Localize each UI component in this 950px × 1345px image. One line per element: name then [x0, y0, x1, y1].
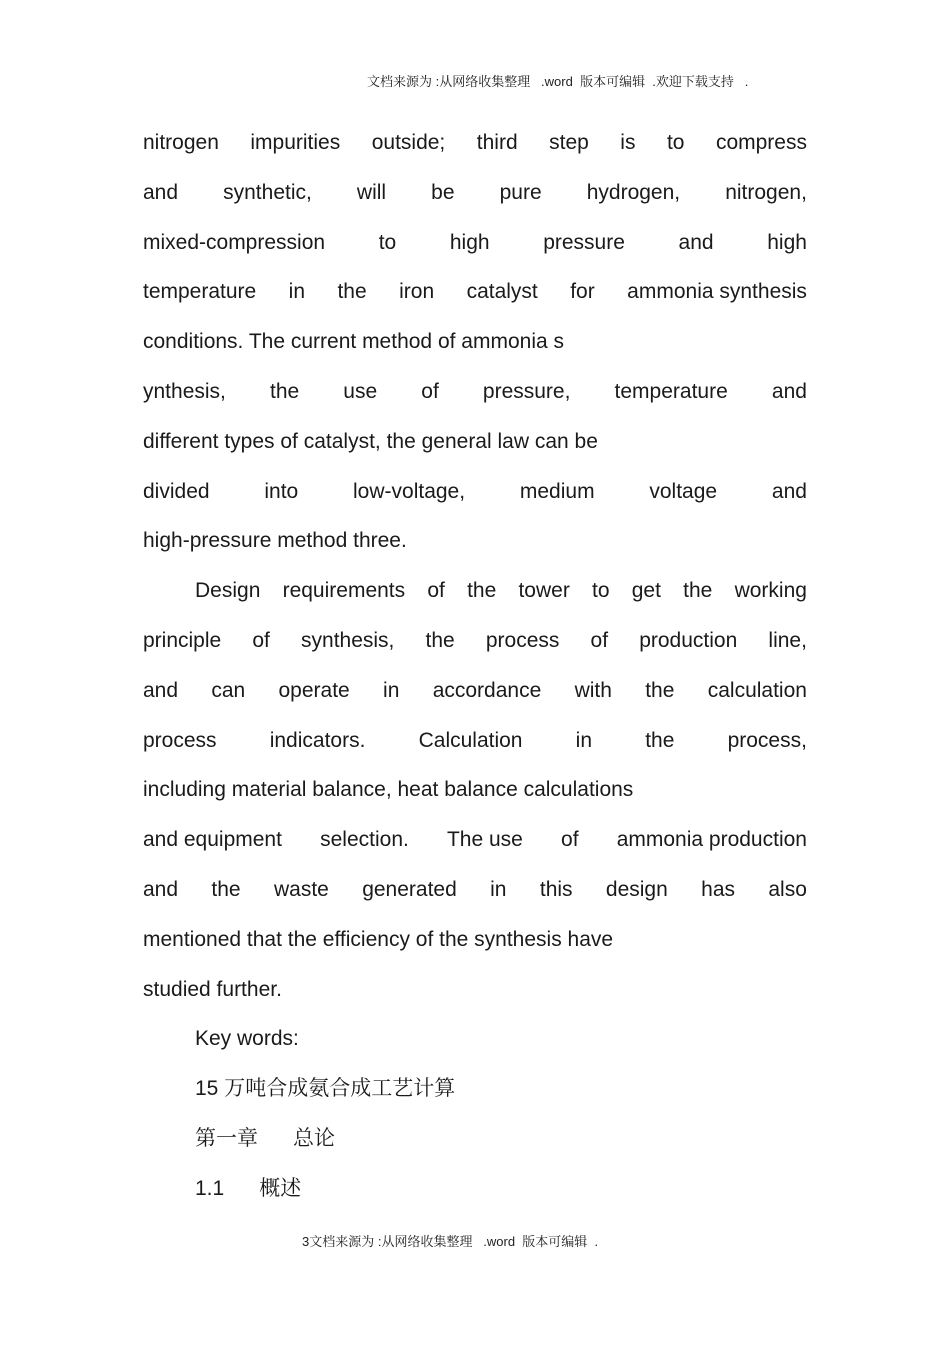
word: and	[678, 230, 714, 254]
word: indicators.	[269, 728, 366, 752]
text-line	[143, 516, 807, 566]
word: mixed-compression	[143, 230, 326, 254]
text-line	[143, 965, 807, 1015]
word: with	[574, 678, 612, 702]
word: process,	[727, 728, 807, 752]
page-header: 文档来源为 :从网络收集整理 .word 版本可编辑 .欢迎下载支持 .	[367, 74, 749, 89]
text-line	[143, 118, 807, 168]
word: synthesis,	[301, 628, 395, 652]
word: high	[767, 230, 807, 254]
word: the	[467, 579, 497, 603]
line-text: different types of catalyst, the general law can be	[143, 429, 598, 453]
word: tower	[518, 579, 570, 603]
word: The use	[446, 828, 523, 852]
word: the	[645, 678, 675, 702]
word: nitrogen	[143, 131, 219, 154]
word: low-voltage,	[353, 479, 466, 503]
line-text: studied further.	[143, 977, 282, 1001]
word: generated	[362, 877, 457, 901]
word: to	[592, 579, 610, 603]
text-line	[143, 666, 807, 716]
word: step	[549, 131, 589, 154]
text-line	[143, 267, 807, 317]
word: be	[431, 180, 455, 204]
word: and	[143, 180, 179, 204]
word: of	[421, 379, 439, 403]
word: Calculation	[418, 728, 523, 752]
word: of	[590, 628, 609, 652]
word: nitrogen,	[725, 180, 807, 204]
word: design	[605, 877, 668, 901]
word: into	[264, 479, 299, 503]
text-line	[143, 716, 807, 766]
line-text: including material balance, heat balance calculations	[143, 778, 634, 802]
word: in	[288, 280, 306, 304]
word: the	[425, 628, 455, 652]
word: iron	[399, 280, 435, 304]
text-line	[143, 616, 807, 666]
text-line	[143, 417, 807, 467]
word: of	[561, 828, 579, 852]
word: and equipment	[143, 828, 282, 852]
word: operate	[278, 678, 350, 702]
word: temperature	[614, 379, 728, 403]
word: to	[378, 230, 397, 254]
word: the	[645, 728, 675, 752]
word: third	[476, 131, 518, 154]
word: outside;	[371, 131, 446, 154]
word: process	[485, 628, 560, 652]
word: of	[427, 579, 445, 603]
word: voltage	[649, 479, 718, 503]
word: principle	[143, 628, 222, 652]
word: and	[143, 877, 179, 901]
word: calculation	[707, 678, 807, 702]
text-line	[143, 566, 807, 616]
word: the	[269, 379, 300, 403]
section-heading: 1.1 概述	[195, 1176, 302, 1200]
word: get	[631, 579, 661, 603]
chapter-heading: 第一章 总论	[195, 1126, 336, 1150]
word: and	[771, 379, 807, 403]
word: pressure,	[482, 379, 571, 403]
text-line	[143, 317, 807, 367]
document-title-cn: 15 万吨合成氨合成工艺计算	[195, 1077, 456, 1101]
word: ammonia synthesis	[627, 280, 807, 304]
text-line	[143, 367, 807, 417]
word: temperature	[143, 280, 257, 304]
word: the	[683, 579, 713, 603]
line-text: conditions. The current method of ammonia s	[143, 330, 564, 354]
word: for	[570, 280, 595, 304]
word: can	[211, 678, 246, 702]
word: catalyst	[466, 280, 538, 304]
word: Design	[195, 579, 261, 603]
word: of	[252, 628, 270, 652]
text-line	[143, 467, 807, 517]
document-body	[143, 118, 807, 1214]
word: also	[768, 877, 807, 901]
word: selection.	[320, 828, 409, 852]
word: in	[490, 877, 507, 901]
word: in	[383, 678, 400, 702]
paragraph-abstract-2	[143, 566, 807, 1014]
text-line	[143, 168, 807, 218]
word: process	[143, 728, 217, 752]
text-line	[143, 915, 807, 965]
word: to	[666, 131, 685, 154]
text-line	[143, 765, 807, 815]
word: pure	[499, 180, 542, 204]
keywords-label: Key words:	[195, 1027, 299, 1051]
word: production	[639, 628, 738, 652]
paragraph-abstract-1	[143, 118, 807, 566]
word: accordance	[432, 678, 542, 702]
line-text: high-pressure method three.	[143, 529, 407, 553]
text-line	[143, 865, 807, 915]
word: and	[143, 678, 179, 702]
word: high	[449, 230, 490, 254]
word: will	[356, 180, 387, 204]
word: ynthesis,	[143, 379, 226, 403]
word: pressure	[543, 230, 625, 254]
line-text: mentioned that the efficiency of the synthesis have	[143, 927, 614, 951]
word: requirements	[282, 579, 406, 603]
word: the	[337, 280, 367, 304]
word: and	[771, 479, 807, 503]
text-line	[143, 218, 807, 268]
word: synthetic,	[223, 180, 312, 204]
word: is	[620, 131, 636, 154]
word: has	[701, 877, 736, 901]
word: impurities	[250, 131, 341, 154]
word: divided	[143, 479, 210, 503]
page-footer: 3文档来源为 :从网络收集整理 .word 版本可编辑 .	[302, 1234, 599, 1249]
word: hydrogen,	[586, 180, 681, 204]
word: waste	[273, 877, 329, 901]
text-line	[143, 815, 807, 865]
word: the	[211, 877, 241, 901]
word: compress	[715, 131, 807, 154]
word: working	[734, 579, 807, 603]
word: use	[343, 379, 378, 403]
word: line,	[768, 628, 807, 652]
word: medium	[519, 479, 595, 503]
word: in	[575, 728, 593, 752]
word: ammonia production	[616, 828, 807, 852]
word: this	[539, 877, 573, 901]
